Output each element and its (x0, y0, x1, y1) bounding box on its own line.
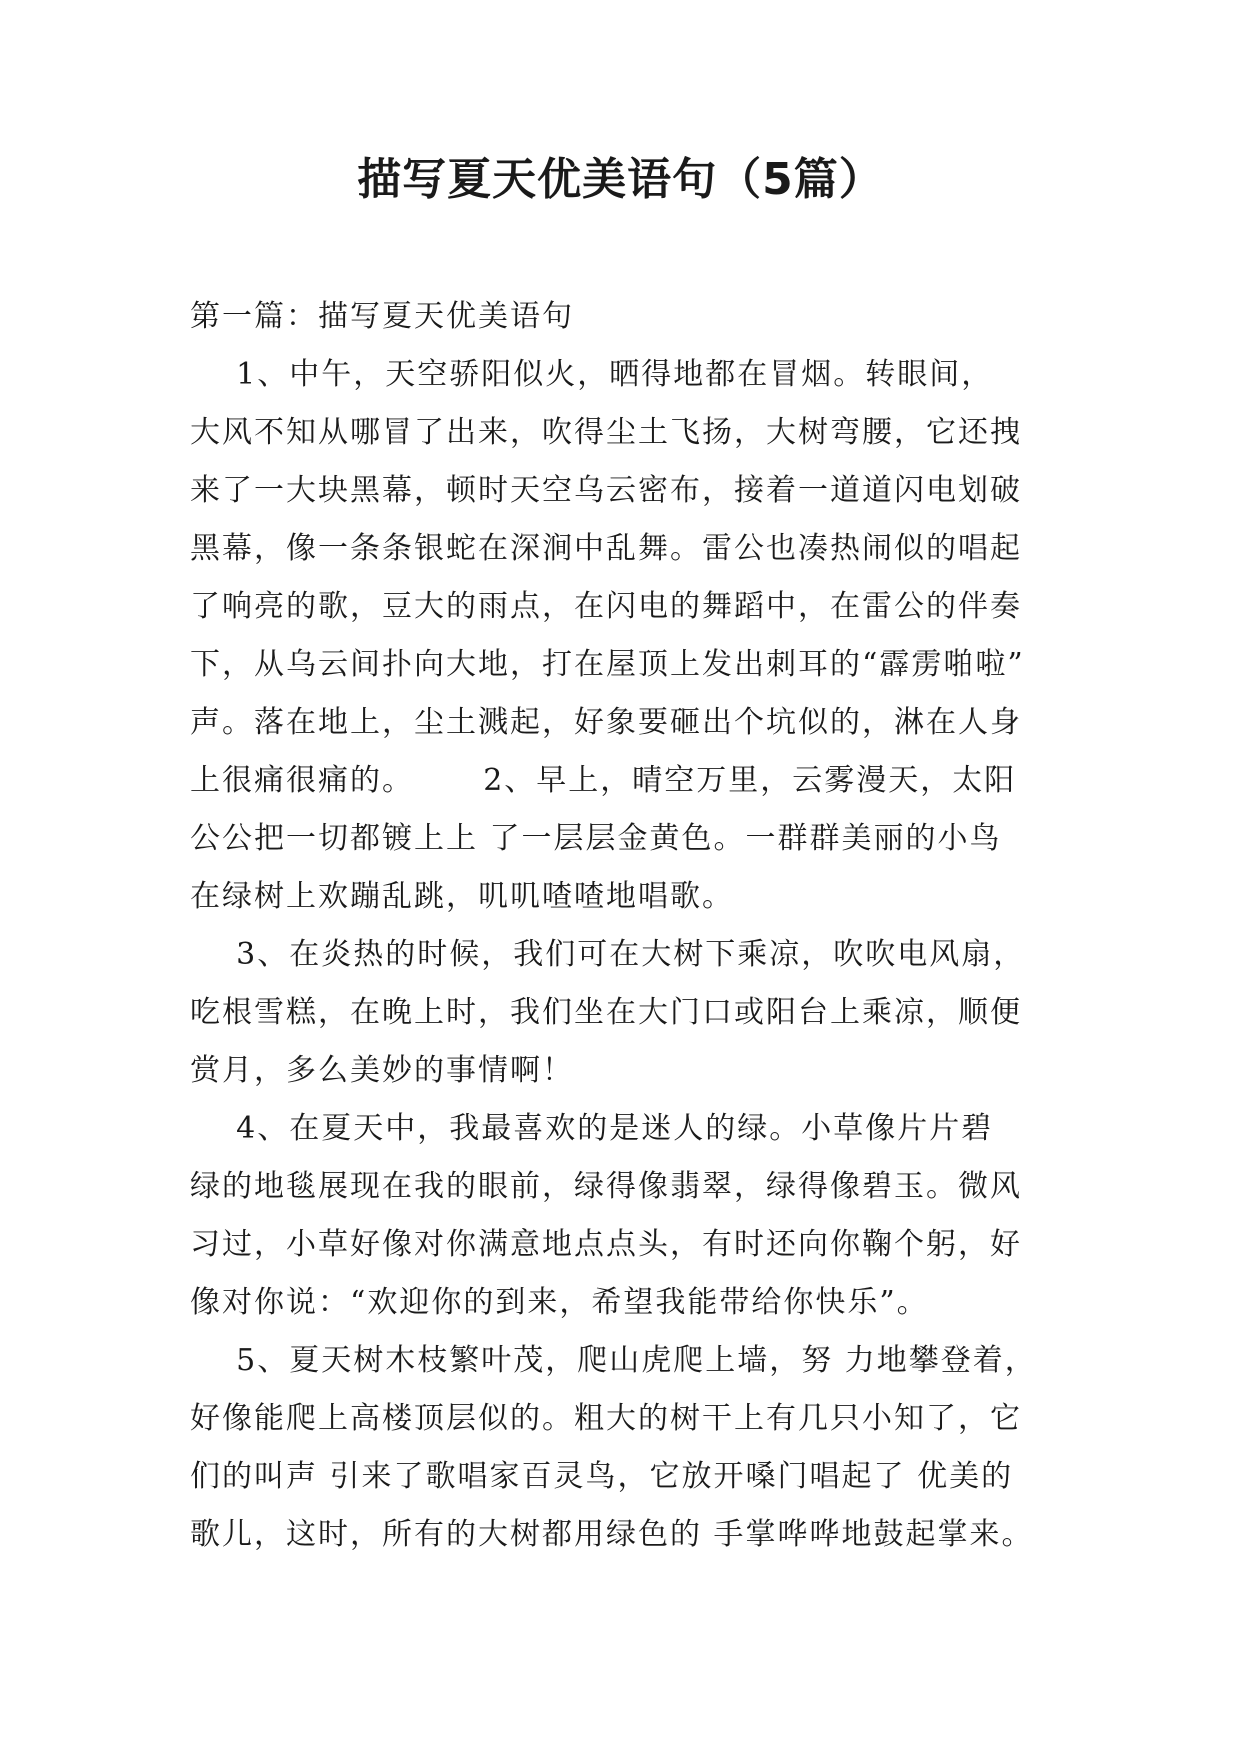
text-line: 赏月，多么美妙的事情啊！ (190, 1053, 574, 1088)
text-line: 1、中午，天空骄阳似火，晒得地都在冒烟。转眼间， (190, 357, 994, 392)
text-line: 5、夏天树木枝繁叶茂，爬山虎爬上墙，努 力地攀登着， (190, 1343, 1037, 1378)
text-line: 上很痛很痛的。 2、早上，晴空万里，云雾漫天，太阳 (190, 763, 1017, 798)
text-line: 声。落在地上，尘土溅起，好象要砸出个坑似的，淋在人身 (190, 705, 1022, 740)
text-line: 歌儿，这时，所有的大树都用绿色的 手掌哗哗地鼓起掌来。 (190, 1517, 1034, 1552)
text-line: 来了一大块黑幕，顿时天空乌云密布，接着一道道闪电划破 (190, 473, 1022, 508)
text-line: 黑幕，像一条条银蛇在深涧中乱舞。雷公也凑热闹似的唱起 (190, 531, 1022, 566)
text-line: 吃根雪糕，在晚上时，我们坐在大门口或阳台上乘凉，顺便 (190, 995, 1022, 1030)
text-line: 下，从乌云间扑向大地，打在屋顶上发出刺耳的“霹雳啪啦” (190, 647, 1025, 682)
text-line: 了响亮的歌，豆大的雨点，在闪电的舞蹈中，在雷公的伴奏 (190, 589, 1022, 624)
text-line: 3、在炎热的时候，我们可在大树下乘凉，吹吹电风扇， (190, 937, 1026, 972)
text-line: 4、在夏天中，我最喜欢的是迷人的绿。小草像片片碧 (190, 1111, 994, 1146)
text-line: 习过，小草好像对你满意地点点头，有时还向你鞠个躬，好 (190, 1227, 1022, 1262)
document-title: 描写夏天优美语句（5篇） (357, 154, 884, 205)
document-body (190, 288, 1052, 1564)
section-heading: 第一篇：描写夏天优美语句 (190, 299, 574, 334)
text-line: 绿的地毯展现在我的眼前，绿得像翡翠，绿得像碧玉。微风 (190, 1169, 1022, 1204)
text-line: 大风不知从哪冒了出来，吹得尘土飞扬，大树弯腰，它还拽 (190, 415, 1022, 450)
text-line: 在绿树上欢蹦乱跳，叽叽喳喳地唱歌。 (190, 879, 734, 914)
text-line: 好像能爬上高楼顶层似的。粗大的树干上有几只小知了，它 (190, 1401, 1022, 1436)
text-line: 像对你说：“欢迎你的到来，希望我能带给你快乐”。 (190, 1285, 929, 1320)
text-line: 们的叫声 引来了歌唱家百灵鸟，它放开嗓门唱起了 优美的 (190, 1459, 1014, 1494)
text-line: 公公把一切都镀上上 了一层层金黄色。一群群美丽的小鸟 (190, 821, 1002, 856)
